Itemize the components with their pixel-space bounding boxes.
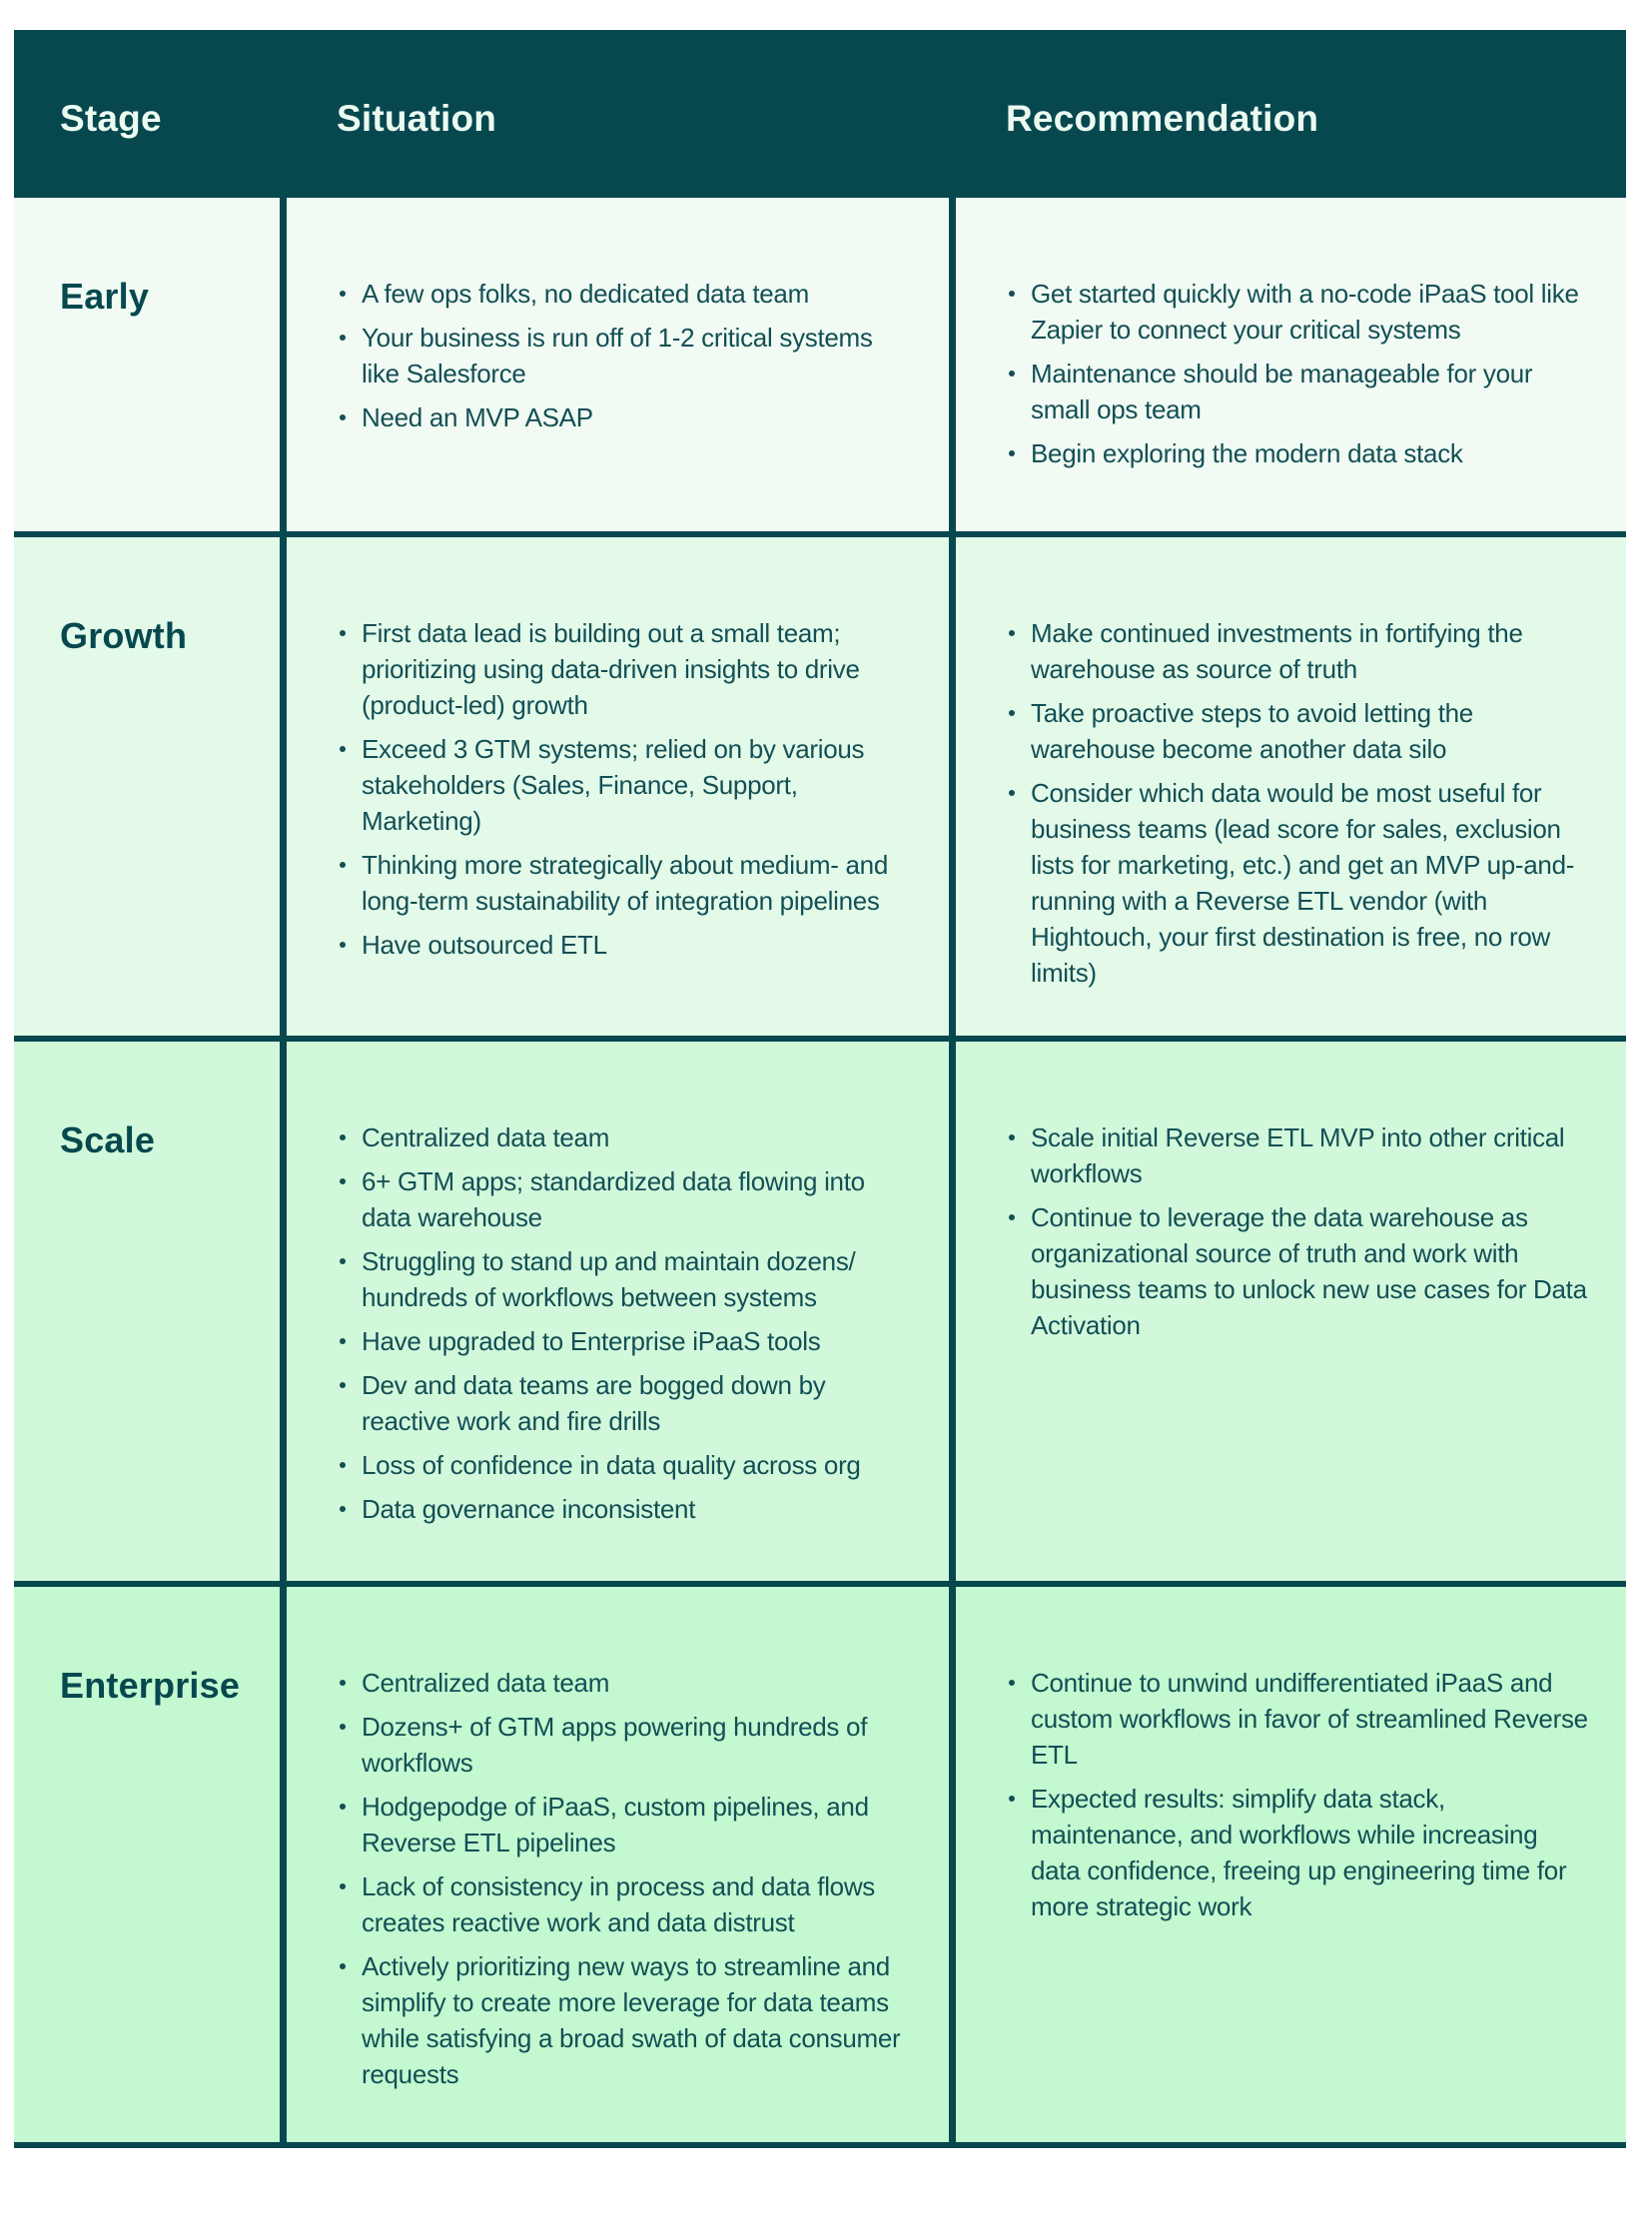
bullet-dot-icon (340, 1178, 346, 1184)
bullet-item (340, 927, 915, 963)
table-row-scale (14, 1036, 1626, 1581)
bullet-text: Consider which data would be most useful for business teams (lead score for sales, exclusion lists for marketing, etc.) and get an MVP up-and-running with a Reverse ETL vendor (with Hightouch, your first destination is free, no row limits) (1031, 778, 1575, 988)
bullet-item (340, 731, 915, 839)
bullet-item (340, 847, 915, 919)
bullet-dot-icon (340, 335, 346, 341)
bullet-item (340, 276, 915, 312)
column-header-stage (14, 30, 280, 192)
stage-label-growth: Growth (60, 615, 188, 656)
bullet-text: Have upgraded to Enterprise iPaaS tools (362, 1326, 821, 1356)
table-row-growth (14, 531, 1626, 1036)
bullet-item (340, 1367, 915, 1439)
recommendation-cell-growth (949, 537, 1626, 1036)
bullet-text: Need an MVP ASAP (362, 402, 593, 432)
bullet-item (1009, 356, 1592, 427)
bullet-dot-icon (340, 1680, 346, 1686)
situation-cell-enterprise (280, 1587, 949, 2142)
bullet-text: Thinking more strategically about medium- and long-term sustainability of integration pipelines (362, 850, 888, 916)
bullet-dot-icon (340, 1724, 346, 1730)
bullet-dot-icon (1009, 370, 1015, 376)
bullet-item (1009, 276, 1592, 348)
bullet-text: Get started quickly with a no-code iPaaS tool like Zapier to connect your critical systems (1031, 279, 1579, 345)
bullet-item (340, 1119, 915, 1155)
table-row-enterprise (14, 1581, 1626, 2142)
bullet-dot-icon (340, 1883, 346, 1889)
bullet-dot-icon (340, 746, 346, 752)
bullet-item (340, 399, 915, 435)
column-header-recommendation (949, 30, 1626, 192)
bullet-item (1009, 1781, 1592, 1924)
bullet-item (1009, 435, 1592, 471)
situation-cell-early (280, 198, 949, 531)
bullet-text: Have outsourced ETL (362, 930, 607, 960)
bullet-dot-icon (1009, 450, 1015, 456)
bullet-text: First data lead is building out a small team; prioritizing using data-driven insights to drive (product-led) growth (362, 618, 860, 720)
bullet-text: Continue to leverage the data warehouse as organizational source of truth and work with business teams to unlock new use cases for Data Activation (1031, 1202, 1587, 1340)
table-header-row (14, 30, 1626, 192)
bullet-text: Data governance inconsistent (362, 1494, 696, 1524)
bullet-dot-icon (340, 1338, 346, 1344)
bullet-dot-icon (1009, 1680, 1015, 1686)
bullet-item (340, 1447, 915, 1483)
column-header-stage-label: Stage (60, 98, 162, 139)
bullet-dot-icon (1009, 1134, 1015, 1140)
bullet-item (340, 1323, 915, 1359)
bullet-text: 6+ GTM apps; standardized data flowing into data warehouse (362, 1166, 865, 1232)
bullet-dot-icon (1009, 1796, 1015, 1802)
bullet-text: Hodgepodge of iPaaS, custom pipelines, and Reverse ETL pipelines (362, 1792, 869, 1857)
bullet-dot-icon (340, 291, 346, 297)
stage-comparison-table (14, 30, 1626, 2148)
bullet-dot-icon (1009, 291, 1015, 297)
bullet-dot-icon (1009, 790, 1015, 796)
bullet-text: Actively prioritizing new ways to streamline and simplify to create more leverage for data teams while satisfying a broad swath of data consumer requests (362, 1951, 901, 2089)
bullet-item (340, 1243, 915, 1315)
bullet-item (1009, 775, 1592, 991)
situation-cell-growth (280, 537, 949, 1036)
bullet-item (340, 615, 915, 723)
bullet-dot-icon (340, 942, 346, 948)
bullet-dot-icon (340, 1134, 346, 1140)
bullet-text: Dozens+ of GTM apps powering hundreds of workflows (362, 1712, 868, 1778)
situation-cell-scale (280, 1042, 949, 1581)
bullet-dot-icon (340, 1506, 346, 1512)
bullet-item (1009, 695, 1592, 767)
bullet-item (340, 1789, 915, 1860)
bullet-dot-icon (340, 1462, 346, 1468)
bullet-text: Take proactive steps to avoid letting the warehouse become another data silo (1031, 698, 1473, 764)
bullet-dot-icon (340, 1963, 346, 1969)
bullet-item (1009, 615, 1592, 687)
bullet-item (1009, 1199, 1592, 1343)
bullet-dot-icon (340, 630, 346, 636)
recommendation-cell-scale (949, 1042, 1626, 1581)
bullet-text: Your business is run off of 1-2 critical systems like Salesforce (362, 323, 873, 388)
stage-label-enterprise: Enterprise (60, 1665, 241, 1706)
bullet-text: Maintenance should be manageable for your small ops team (1031, 359, 1533, 424)
bullet-text: Struggling to stand up and maintain dozens/ hundreds of workflows between systems (362, 1246, 856, 1312)
bullet-text: Continue to unwind undifferentiated iPaaS and custom workflows in favor of streamlined Reverse ETL (1031, 1668, 1588, 1770)
bullet-dot-icon (340, 1258, 346, 1264)
bullet-item (340, 1665, 915, 1701)
bullet-text: Begin exploring the modern data stack (1031, 438, 1463, 468)
bullet-item (340, 1948, 915, 2092)
bullet-text: Expected results: simplify data stack, maintenance, and workflows while increasing data confidence, freeing up engineering time for more strategic work (1031, 1784, 1567, 1921)
bullet-text: Centralized data team (362, 1122, 610, 1152)
recommendation-cell-early (949, 198, 1626, 531)
bullet-item (1009, 1119, 1592, 1191)
recommendation-cell-enterprise (949, 1587, 1626, 2142)
column-header-situation-label: Situation (337, 98, 497, 139)
bullet-text: Lack of consistency in process and data flows creates reactive work and data distrust (362, 1871, 876, 1937)
bullet-dot-icon (340, 414, 346, 420)
bullet-dot-icon (340, 862, 346, 868)
bullet-item (340, 1163, 915, 1235)
bullet-item (340, 1868, 915, 1940)
table-row-early (14, 192, 1626, 531)
bullet-dot-icon (340, 1804, 346, 1810)
bullet-dot-icon (1009, 710, 1015, 716)
bullet-dot-icon (340, 1382, 346, 1388)
bullet-text: Centralized data team (362, 1668, 610, 1698)
bullet-text: Make continued investments in fortifying the warehouse as source of truth (1031, 618, 1523, 684)
bullet-text: Loss of confidence in data quality across org (362, 1450, 861, 1480)
bullet-item (340, 1491, 915, 1527)
column-header-recommendation-label: Recommendation (1006, 98, 1319, 139)
bullet-dot-icon (1009, 1214, 1015, 1220)
bullet-item (1009, 1665, 1592, 1773)
bullet-item (340, 1709, 915, 1781)
bullet-text: Scale initial Reverse ETL MVP into other critical workflows (1031, 1122, 1565, 1188)
bullet-item (340, 320, 915, 391)
stage-label-scale: Scale (60, 1119, 156, 1160)
bullet-text: Dev and data teams are bogged down by reactive work and fire drills (362, 1370, 826, 1436)
bullet-dot-icon (1009, 630, 1015, 636)
bullet-text: Exceed 3 GTM systems; relied on by various stakeholders (Sales, Finance, Support, Marketing) (362, 734, 865, 836)
bullet-text: A few ops folks, no dedicated data team (362, 279, 809, 309)
column-header-situation (280, 30, 949, 192)
stage-label-early: Early (60, 276, 150, 317)
